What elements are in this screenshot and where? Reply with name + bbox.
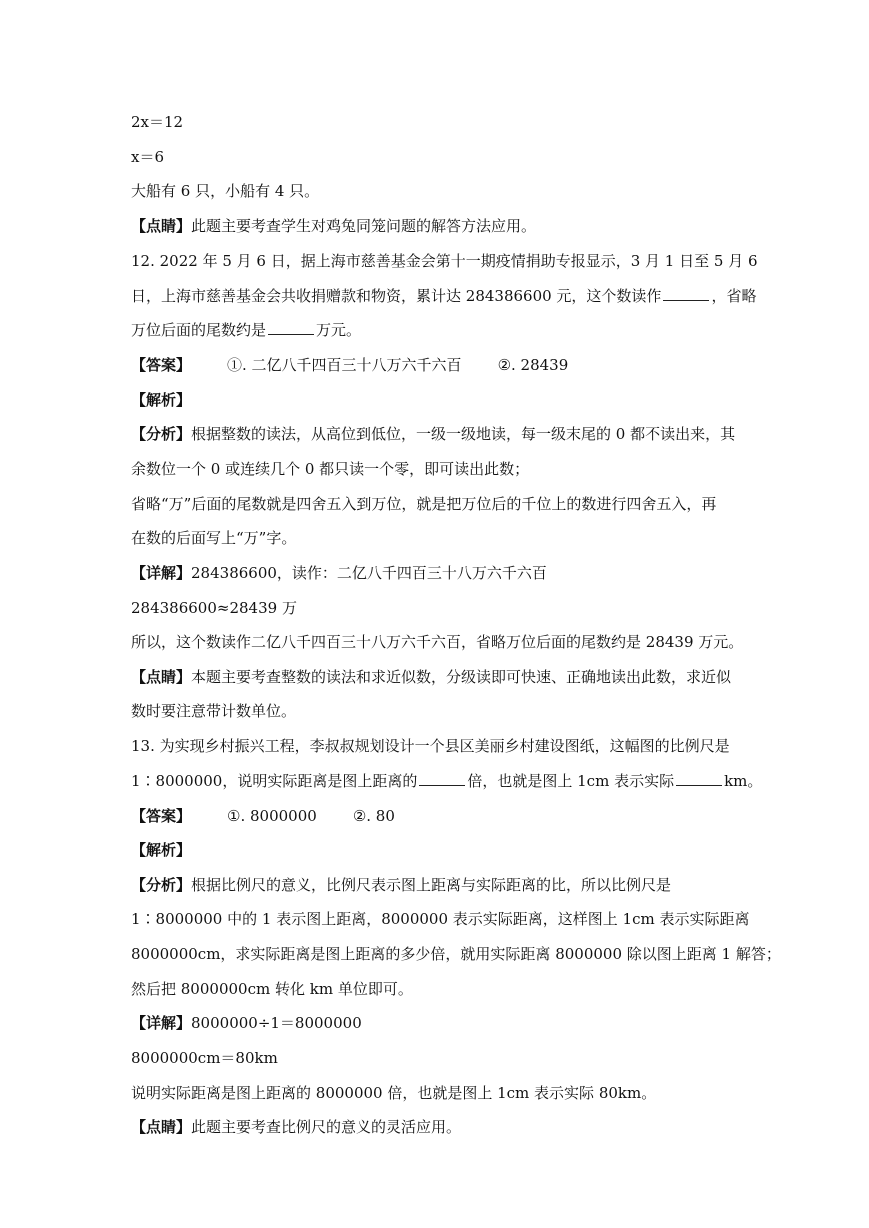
- equation-line: x＝6: [131, 148, 165, 166]
- question-13-line: 13. 为实现乡村振兴工程，李叔叔规划设计一个县区美丽乡村建设图纸，这幅图的比例尺是: [131, 737, 730, 755]
- analysis-line: 省略“万”后面的尾数就是四舍五入到万位，就是把万位后的千位上的数进行四舍五入，再: [131, 495, 717, 513]
- analysis-line: 余数位一个 0 或连续几个 0 都只读一个零，即可读出此数；: [131, 460, 530, 478]
- analysis-line: 8000000cm，求实际距离是图上距离的多少倍，就用实际距离 8000000 除以图上距离 1 解答；: [131, 945, 781, 963]
- analysis-line: 【分析】根据整数的读法，从高位到低位，一级一级地读，每一级末尾的 0 都不读出来，其: [131, 425, 736, 443]
- detail-line: 284386600≈28439 万: [131, 599, 297, 617]
- detail-line: 8000000cm＝80km: [131, 1049, 278, 1067]
- question-12-line: 日，上海市慈善基金会共收捐赠款和物资，累计达 284386600 元，这个数读作 ，省略: [131, 287, 757, 305]
- equation-line: 2x＝12: [131, 113, 184, 131]
- question-12-line: 万位后面的尾数约是 万元。: [131, 321, 362, 339]
- answer-blank: [419, 771, 465, 786]
- comment-line: 数时要注意带计数单位。: [131, 702, 297, 720]
- comment-line: 【点睛】此题主要考查学生对鸡兔同笼问题的解答方法应用。: [131, 217, 537, 235]
- answer-blank: [663, 286, 709, 301]
- analysis-heading: 【解析】: [131, 391, 192, 409]
- detail-line: 【详解】8000000÷1＝8000000: [131, 1014, 362, 1032]
- question-12-line: 12. 2022 年 5 月 6 日，据上海市慈善基金会第十一期疫情捐助专报显示，3 月 1 日至 5 月 6: [131, 252, 758, 270]
- detail-line: 【详解】284386600，读作：二亿八千四百三十八万六千六百: [131, 564, 547, 582]
- question-13-line: 1∶8000000，说明实际距离是图上距离的 倍，也就是图上 1cm 表示实际 km。: [131, 772, 763, 790]
- detail-line: 所以，这个数读作二亿八千四百三十八万六千六百，省略万位后面的尾数约是 28439 万元。: [131, 633, 744, 651]
- comment-line: 【点睛】本题主要考查整数的读法和求近似数，分级读即可快速、正确地读出此数，求近似: [131, 668, 732, 686]
- comment-line: 【点睛】此题主要考查比例尺的意义的灵活应用。: [131, 1118, 462, 1136]
- answer-line: 【答案】 ①. 二亿八千四百三十八万六千六百 ②. 28439: [131, 356, 569, 374]
- answer-blank: [676, 771, 722, 786]
- answer-line: 大船有 6 只，小船有 4 只。: [131, 182, 320, 200]
- analysis-line: 然后把 8000000cm 转化 km 单位即可。: [131, 980, 413, 998]
- analysis-heading: 【解析】: [131, 841, 192, 859]
- analysis-line: 在数的后面写上“万”字。: [131, 529, 297, 547]
- answer-blank: [268, 320, 314, 335]
- analysis-line: 1∶8000000 中的 1 表示图上距离，8000000 表示实际距离，这样图上 1cm 表示实际距离: [131, 910, 750, 928]
- answer-line: 【答案】 ①. 8000000 ②. 80: [131, 807, 395, 825]
- detail-line: 说明实际距离是图上距离的 8000000 倍，也就是图上 1cm 表示实际 80km。: [131, 1084, 657, 1102]
- analysis-line: 【分析】根据比例尺的意义，比例尺表示图上距离与实际距离的比，所以比例尺是: [131, 876, 672, 894]
